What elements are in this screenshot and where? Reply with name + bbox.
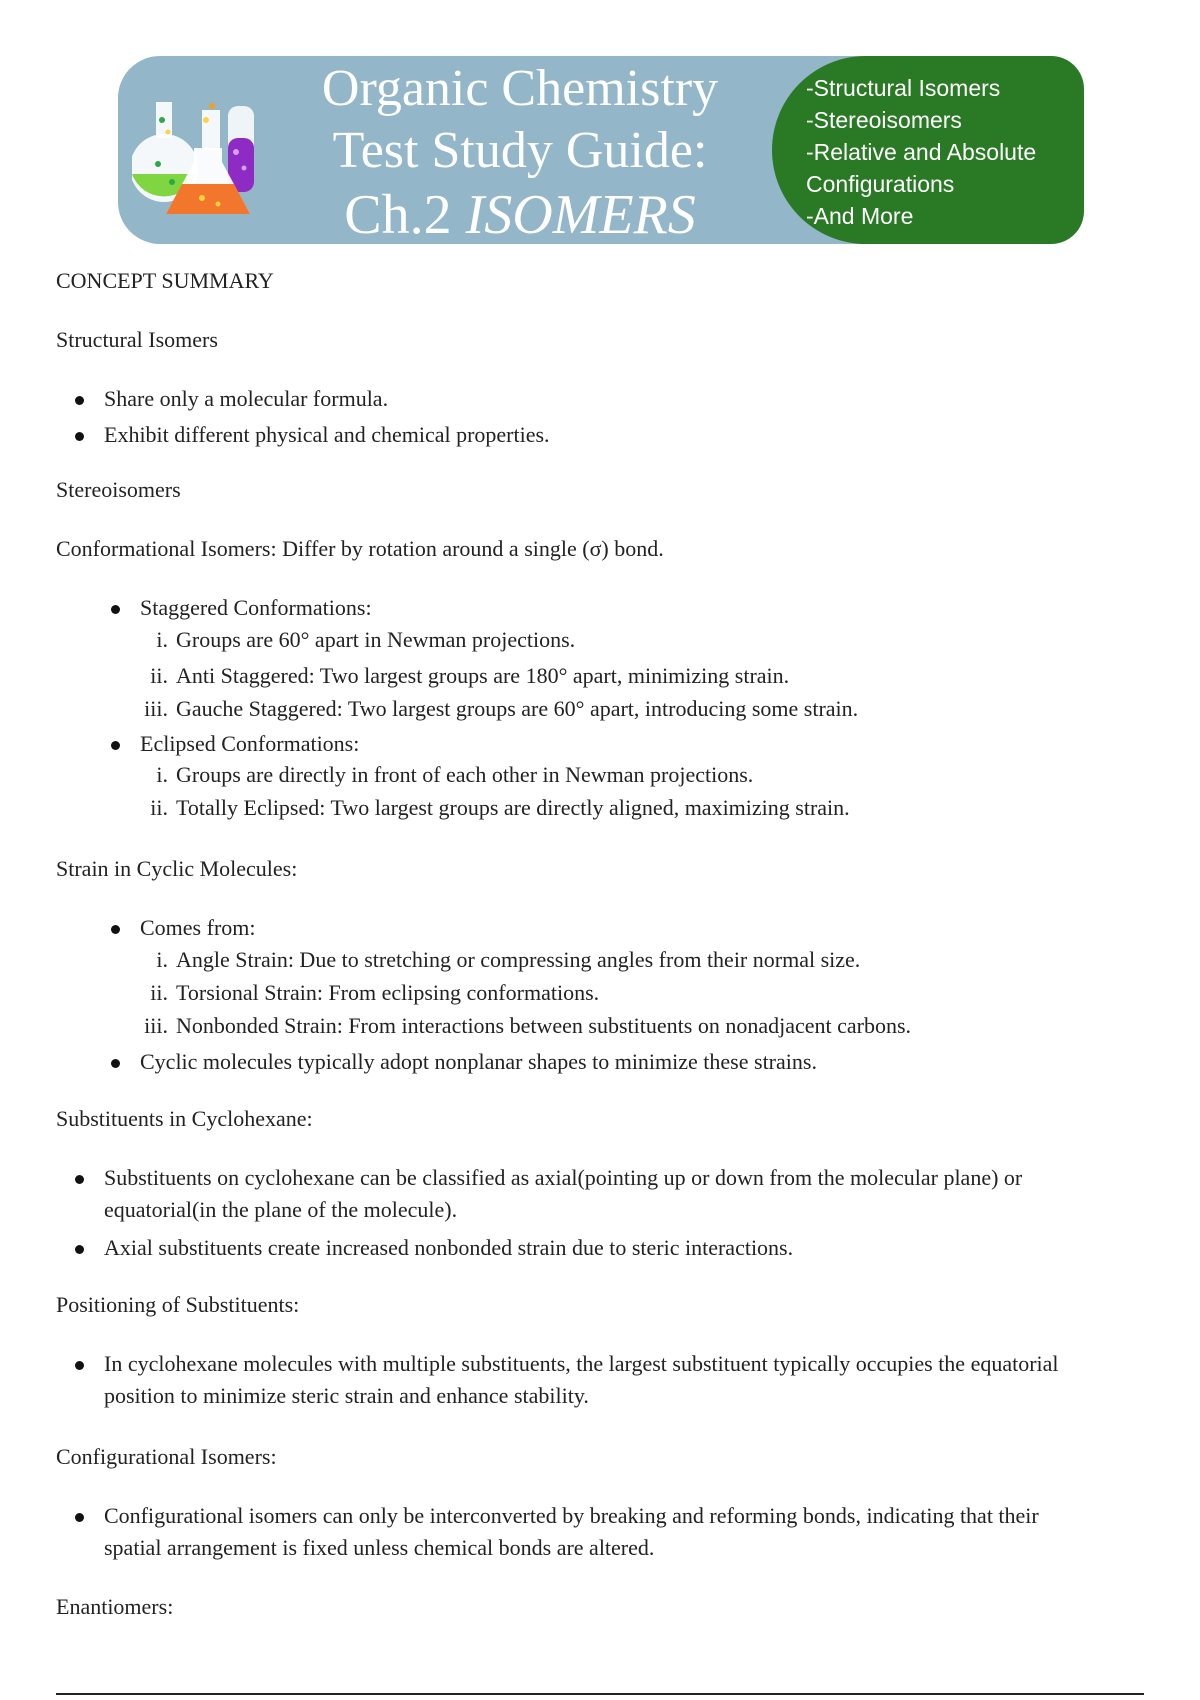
title-line-3 (300, 182, 740, 248)
list-number: ii. (150, 663, 168, 688)
list-item: Share only a molecular formula. (104, 383, 388, 415)
list-text: Totally Eclipsed: Two largest groups are directly aligned, maximizing strain. (176, 795, 850, 820)
list-text: Anti Staggered: Two largest groups are 180° apart, minimizing strain. (176, 663, 790, 688)
list-number: ii. (150, 980, 168, 1005)
title-line-1: Organic Chemistry (321, 60, 719, 117)
list-text: Nonbonded Strain: From interactions between substituents on nonadjacent carbons. (176, 1013, 912, 1038)
enantiomers-heading: Enantiomers: (56, 1594, 174, 1619)
list-item: Staggered Conformations: (140, 592, 372, 624)
list-text: position to minimize steric strain and enhance stability. (104, 1383, 589, 1408)
topic-item: -Stereoisomers (806, 107, 962, 133)
page-divider (56, 1693, 1144, 1695)
list-text: Substituents on cyclohexane can be classified as axial(pointing up or down from the molecular plane) or (104, 1165, 1023, 1190)
list-item (156, 947, 861, 973)
list-item: Eclipsed Conformations: (140, 728, 359, 760)
list-text: In cyclohexane molecules with multiple substituents, the largest substituent typically occupies the equatorial (104, 1351, 1059, 1376)
list-item (156, 627, 576, 653)
configurational-heading: Configurational Isomers: (56, 1444, 277, 1469)
topic-item: -Structural Isomers (806, 75, 1001, 101)
list-item (104, 1162, 1022, 1226)
list-item (150, 795, 850, 821)
substituents-heading: Substituents in Cyclohexane: (56, 1106, 313, 1131)
list-text: Gauche Staggered: Two largest groups are 60° apart, introducing some strain. (176, 696, 859, 721)
list-text: spatial arrangement is fixed unless chemical bonds are altered. (104, 1535, 655, 1560)
list-item (150, 980, 600, 1006)
list-number: i. (156, 762, 168, 787)
list-item: Comes from: (140, 912, 256, 944)
topics-list (806, 72, 1076, 232)
concept-summary-heading: CONCEPT SUMMARY (56, 268, 274, 293)
list-item (144, 696, 859, 722)
topic-item: Configurations (806, 171, 955, 197)
list-text: Configurational isomers can only be interconverted by breaking and reforming bonds, indicating that their (104, 1503, 1039, 1528)
title-line-2: Test Study Guide: (332, 122, 708, 179)
list-number: i. (156, 627, 168, 652)
list-number: ii. (150, 795, 168, 820)
list-item (104, 1500, 1039, 1564)
strain-heading: Strain in Cyclic Molecules: (56, 856, 298, 881)
list-item (144, 1013, 912, 1039)
list-text: Angle Strain: Due to stretching or compressing angles from their normal size. (176, 947, 861, 972)
chapter-label: Ch.2 (344, 184, 466, 246)
stereoisomers-heading: Stereoisomers (56, 477, 181, 502)
list-item: Axial substituents create increased nonbonded strain due to steric interactions. (104, 1232, 793, 1264)
list-item: Exhibit different physical and chemical properties. (104, 419, 550, 451)
topic-item: -Relative and Absolute (806, 139, 1037, 165)
positioning-heading: Positioning of Substituents: (56, 1292, 300, 1317)
list-number: i. (156, 947, 168, 972)
list-item (104, 1348, 1059, 1412)
structural-isomers-heading: Structural Isomers (56, 327, 218, 352)
list-item: Cyclic molecules typically adopt nonplanar shapes to minimize these strains. (140, 1046, 817, 1078)
list-number: iii. (144, 1013, 168, 1038)
guide-title (300, 58, 740, 248)
chapter-topic: ISOMERS (465, 184, 696, 246)
list-text: Groups are directly in front of each other in Newman projections. (176, 762, 754, 787)
chemistry-flasks-icon (132, 92, 272, 222)
list-number: iii. (144, 696, 168, 721)
list-text: equatorial(in the plane of the molecule). (104, 1197, 458, 1222)
list-text: Groups are 60° apart in Newman projections. (176, 627, 576, 652)
conformational-heading: Conformational Isomers: Differ by rotation around a single (σ) bond. (56, 536, 664, 561)
list-text: Torsional Strain: From eclipsing conformations. (176, 980, 600, 1005)
list-item (150, 663, 790, 689)
list-item (156, 762, 754, 788)
topic-item: -And More (806, 203, 914, 229)
